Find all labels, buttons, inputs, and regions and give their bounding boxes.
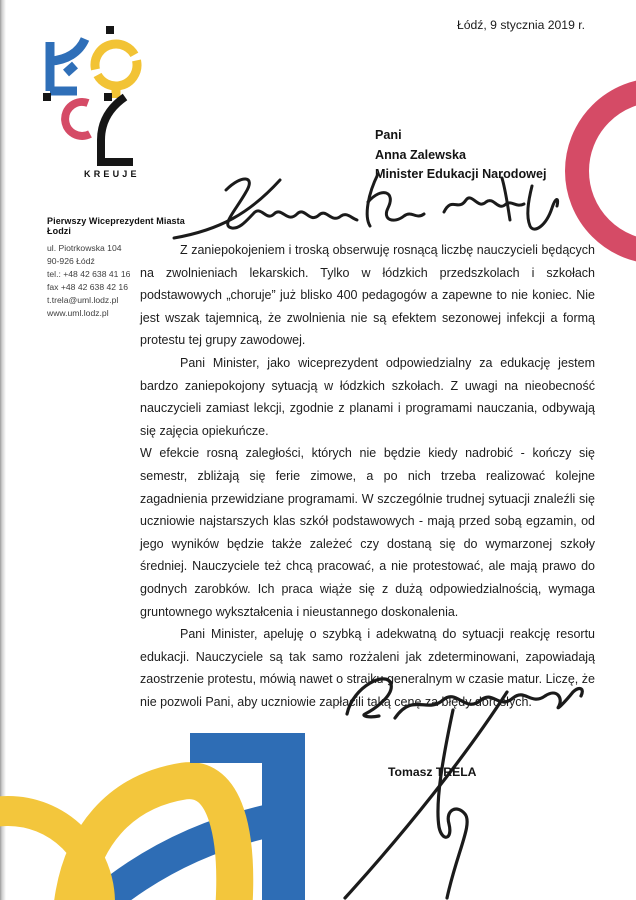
recipient-name: Anna Zalewska bbox=[375, 147, 466, 162]
logo-dot-top bbox=[106, 26, 114, 34]
address-line: fax +48 42 638 42 16 bbox=[47, 282, 128, 292]
paragraph-3: W efekcie rosną zaległości, których nie będzie kiedy nadrobić - kończy się semestr, zbliżają się ferie zimowe, a po nich trzeba realizować kolejne zagadnienia przewidziane programami. W szczególnie trudnej sytuacji znaleźli się uczniowie najstarszych klas szkół podstawowych - mają przed sobą egzamin, od jego wyników będzie także zależeć czy dostaną się do wymarzonej szkoły średniej. Nauczyciele też chcą pracować, a nie protestować, ale mają prawo do godnych zarobków. Ich praca wiąże się z dużą odpowiedzialnością, wymaga gruntownego wykształcenia i nieustannego doskonalenia. bbox=[140, 446, 595, 619]
address-line: ul. Piotrkowska 104 bbox=[47, 243, 122, 253]
logo-letter-d-pink bbox=[65, 102, 90, 136]
recipient-block bbox=[375, 126, 546, 185]
logo-tagline: KREUJE bbox=[84, 169, 140, 179]
logo-graphic bbox=[40, 20, 170, 182]
logo-dot-middle bbox=[104, 93, 112, 101]
address-line: tel.: +48 42 638 41 16 bbox=[47, 269, 131, 279]
sender-address-block bbox=[47, 242, 130, 320]
logo-letter-o-yellow bbox=[92, 41, 141, 98]
logo-letter-l-blue bbox=[50, 39, 85, 91]
paragraph-4: Pani Minister, apeluję o szybką i adekwatną do sytuacji reakcję resortu edukacji. Nauczyciele są tak samo rozżaleni jak zdeterminowani, zapowiadają zaostrzenie protestu, mówią nawet o strajku generalnym w czasie matur. Liczę, że nie pozwoli Pani, aby uczniowie zapłacili taką cenę za błędy dorosłych. bbox=[140, 627, 595, 709]
address-line-email: t.trela@uml.lodz.pl bbox=[47, 295, 119, 305]
recipient-role: Minister Edukacji Narodowej bbox=[375, 167, 547, 181]
decor-bottom-graphic bbox=[0, 715, 400, 900]
letter-date: Łódź, 9 stycznia 2019 r. bbox=[456, 18, 585, 32]
signature-name: Tomasz TRELA bbox=[388, 765, 477, 779]
letter-body bbox=[140, 239, 595, 713]
recipient-salutation: Pani bbox=[375, 128, 402, 142]
logo-dot-left bbox=[43, 93, 51, 101]
address-line: 90-926 Łódź bbox=[47, 256, 95, 266]
decor-red-ring bbox=[561, 75, 636, 265]
lodz-kreuje-logo bbox=[40, 20, 170, 182]
sender-title: Pierwszy Wiceprezydent Miasta Łodzi bbox=[47, 216, 185, 236]
paragraph-2: Pani Minister, jako wiceprezydent odpowiedzialny za edukację jestem bardzo zaniepokojony sytuacją w łódzkich szkołach. Z uwagi na nieobecność nauczycieli zamiast lekcji, zgodnie z planami i programami nauczania, odbywają się zajęcia opiekuńcze. bbox=[140, 355, 595, 438]
paragraph-1: Z zaniepokojeniem i troską obserwuję rosnącą liczbę nauczycieli będących na zwolnieniach lekarskich. Tylko w łódzkich przedszkolach i szkołach podstawowych „choruje” już blisko 400 pedagogów a zapewne to nie koniec. Nie jest wszak tajemnicą, że zwolnienia nie są efektem sezonowej infekcji a formą protestu tej grupy zawodowej. bbox=[140, 243, 595, 348]
address-line-website: www.uml.lodz.pl bbox=[47, 308, 109, 318]
logo-letter-z-black bbox=[101, 97, 133, 162]
